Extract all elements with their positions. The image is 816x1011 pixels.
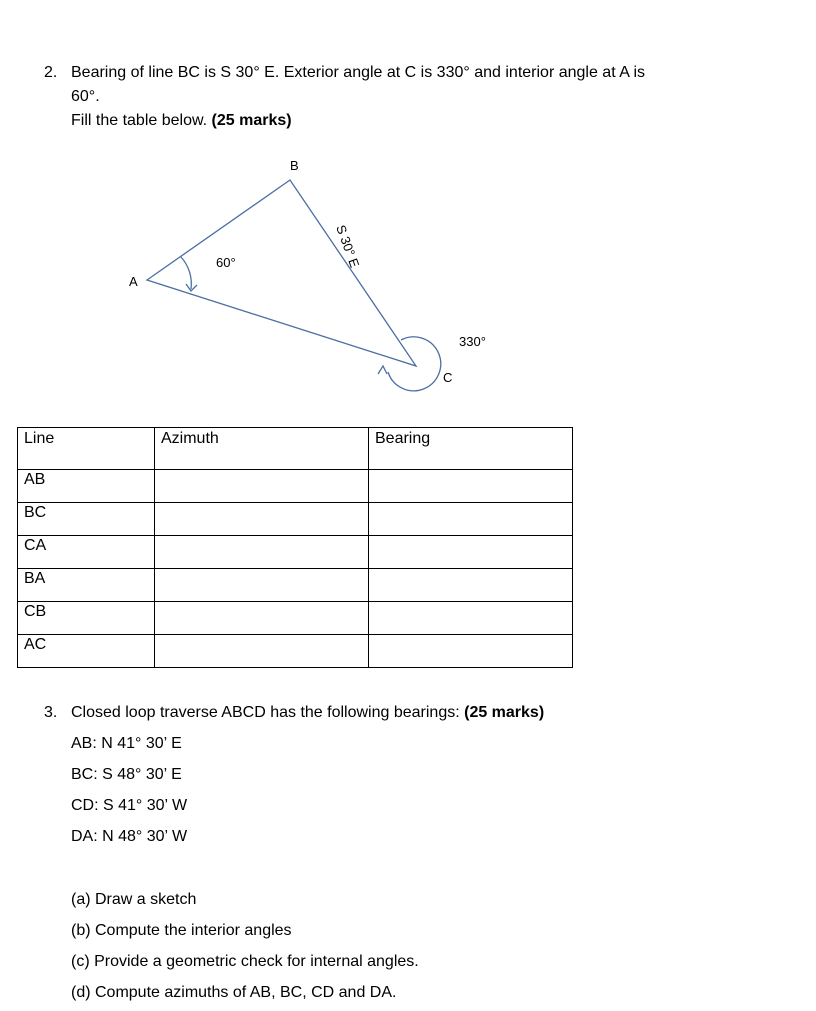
question-3-number: 3. <box>44 704 58 721</box>
azimuth-cell[interactable] <box>155 602 369 635</box>
table-row <box>18 635 573 668</box>
fill-table-text: Fill the table below. <box>71 112 208 129</box>
question-3-marks: (25 marks) <box>464 704 545 721</box>
triangle-diagram <box>0 0 816 420</box>
header-azimuth: Azimuth <box>155 428 369 470</box>
bearing-cell[interactable] <box>369 470 573 503</box>
part-d: (d) Compute azimuths of AB, BC, CD and DA. <box>71 984 397 1001</box>
bearing-ab: AB: N 41° 30’ E <box>71 735 182 752</box>
line-cell: AB <box>18 470 155 503</box>
table-row <box>18 536 573 569</box>
table-row <box>18 503 573 536</box>
azimuth-cell[interactable] <box>155 569 369 602</box>
table-header-row <box>18 428 573 470</box>
azimuth-cell[interactable] <box>155 635 369 668</box>
triangle-abc <box>147 180 416 366</box>
bearing-cd: CD: S 41° 30’ W <box>71 797 188 814</box>
bearing-cell[interactable] <box>369 602 573 635</box>
vertex-label-b: B <box>290 158 299 173</box>
header-bearing: Bearing <box>369 428 573 470</box>
azimuth-cell[interactable] <box>155 536 369 569</box>
question-2-number: 2. <box>44 64 58 81</box>
angle-label-a: 60° <box>216 255 236 270</box>
bearing-bc: BC: S 48° 30’ E <box>71 766 182 783</box>
bearing-label-bc: S 30° E <box>333 222 363 270</box>
arrowhead-c <box>378 366 387 374</box>
vertex-label-c: C <box>443 370 453 385</box>
line-cell: CB <box>18 602 155 635</box>
part-c: (c) Provide a geometric check for internal angles. <box>71 953 419 970</box>
question-2-marks: (25 marks) <box>211 112 292 129</box>
line-cell: BA <box>18 569 155 602</box>
question-3-intro-text: Closed loop traverse ABCD has the following bearings: <box>71 704 460 721</box>
vertex-label-a: A <box>129 274 138 289</box>
angle-label-c: 330° <box>459 334 486 349</box>
question-2-line-2: 60°. <box>71 88 100 105</box>
table-row <box>18 470 573 503</box>
bearing-da: DA: N 48° 30’ W <box>71 828 188 845</box>
part-b: (b) Compute the interior angles <box>71 922 292 939</box>
part-a: (a) Draw a sketch <box>71 891 197 908</box>
line-cell: AC <box>18 635 155 668</box>
bearing-cell[interactable] <box>369 536 573 569</box>
azimuth-cell[interactable] <box>155 470 369 503</box>
line-cell: CA <box>18 536 155 569</box>
answer-table <box>17 427 573 668</box>
table-row <box>18 602 573 635</box>
table-row <box>18 569 573 602</box>
question-3-intro <box>71 704 544 722</box>
header-line: Line <box>18 428 155 470</box>
azimuth-cell[interactable] <box>155 503 369 536</box>
bearing-cell[interactable] <box>369 635 573 668</box>
bearing-cell[interactable] <box>369 569 573 602</box>
bearing-cell[interactable] <box>369 503 573 536</box>
line-cell: BC <box>18 503 155 536</box>
question-2-line-1: Bearing of line BC is S 30° E. Exterior angle at C is 330° and interior angle at A is <box>71 64 645 81</box>
